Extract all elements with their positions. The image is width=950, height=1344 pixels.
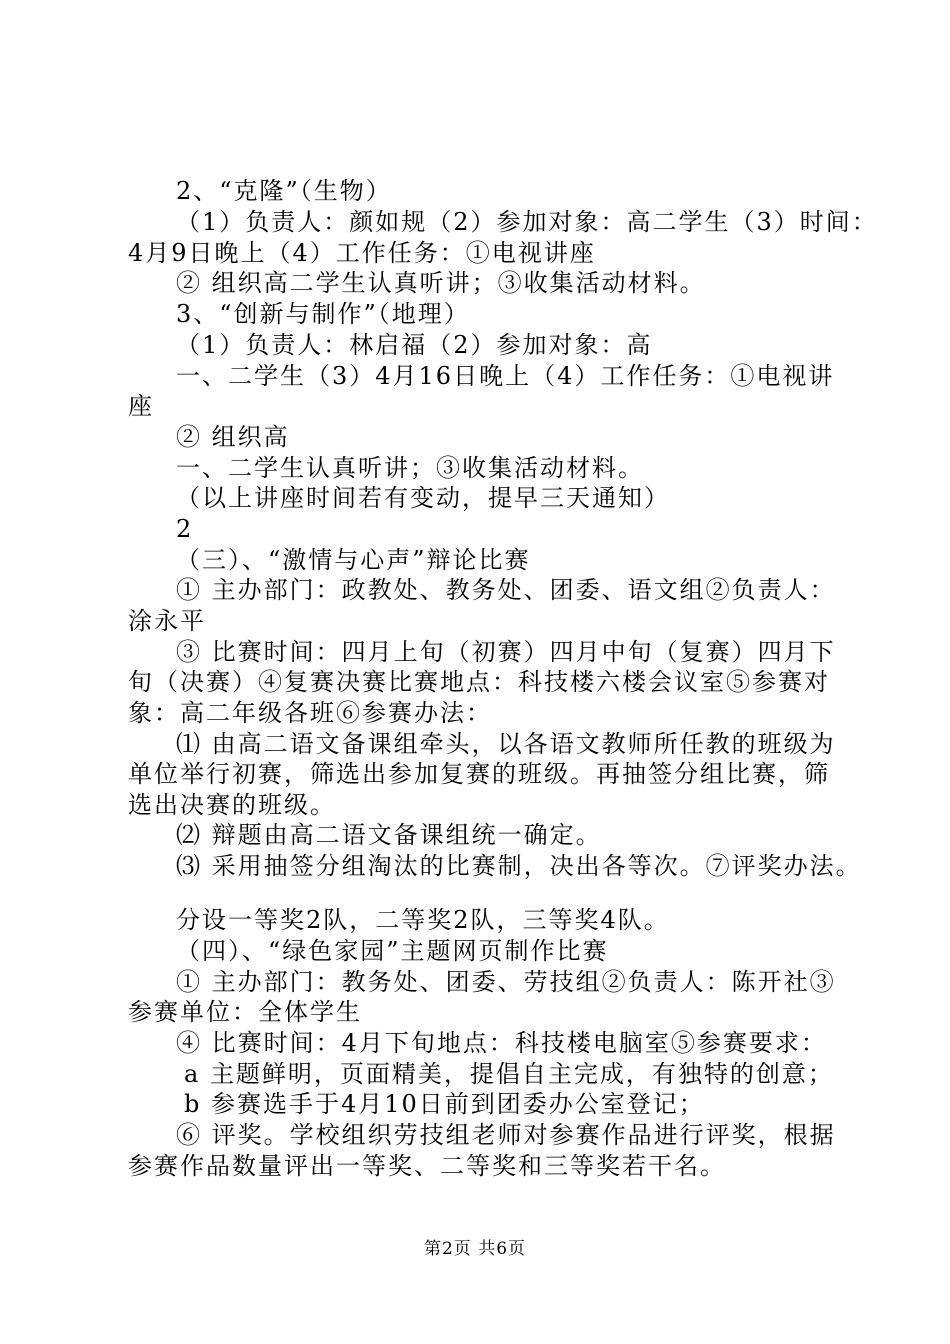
body-line: ② 组织高二学生认真听讲；③收集活动材料。: [176, 269, 706, 297]
page-number-footer: 第2页 共6页: [423, 1239, 527, 1259]
body-line: 一、二学生认真听讲；③收集活动材料。: [176, 454, 644, 482]
body-line: ⑥ 评奖。学校组织劳技组老师对参赛作品进行评奖，根据: [176, 1121, 836, 1149]
body-line: 4月9日晚上（4）工作任务：①电视讲座: [128, 239, 596, 267]
body-line: 参赛作品数量评出一等奖、二等奖和三等奖若干名。: [128, 1152, 726, 1180]
body-line: 象：高二年级各班⑥参赛办法：: [128, 699, 492, 727]
body-line: a 主题鲜明，页面精美，提倡自主完成，有独特的创意；: [184, 1060, 834, 1088]
body-line: ① 主办部门：教务处、团委、劳技组②负责人：陈开社③: [176, 968, 836, 996]
body-line: 分设一等奖2队，二等奖2队，三等奖4队。: [176, 906, 670, 934]
body-line: 旬（决赛）④复赛决赛比赛地点：科技楼六楼会议室⑤参赛对: [128, 668, 830, 696]
body-line: 参赛单位：全体学生: [128, 998, 362, 1026]
body-line: ⑵ 辩题由高二语文备课组统一确定。: [176, 821, 602, 849]
body-line: 一、二学生（3）4月16日晚上（4）工作任务：①电视讲: [176, 362, 835, 390]
section-heading-cloning: 2、“克隆”（生物）: [176, 177, 392, 205]
body-line: ② 组织高: [176, 423, 290, 451]
body-line: 选出决赛的班级。: [128, 791, 336, 819]
body-line: 2: [176, 515, 194, 543]
body-line: （1）负责人：颜如规（2）参加对象：高二学生（3）时间：: [176, 208, 878, 236]
section-heading-debate: （三）、“激情与心声”辩论比赛: [176, 546, 531, 574]
body-line: 单位举行初赛，筛选出参加复赛的班级。再抽签分组比赛，筛: [128, 760, 830, 788]
body-line: ④ 比赛时间：4月下旬地点：科技楼电脑室⑤参赛要求：: [176, 1029, 827, 1057]
body-line: b 参赛选手于4月10日前到团委办公室登记；: [184, 1090, 705, 1118]
body-line: ⑶ 采用抽签分组淘汰的比赛制，决出各等次。⑦评奖办法。: [176, 852, 862, 880]
section-heading-webpage: （四）、“绿色家园”主题网页制作比赛: [176, 937, 609, 965]
body-line: ① 主办部门：政教处、教务处、团委、语文组②负责人：: [176, 576, 836, 604]
body-line: 座: [128, 392, 154, 420]
body-line: ⑴ 由高二语文备课组牵头，以各语文教师所任教的班级为: [176, 730, 836, 758]
body-note: （以上讲座时间若有变动，提早三天通知）: [176, 484, 670, 512]
section-heading-innovation: 3、“创新与制作”（地理）: [176, 300, 470, 328]
body-line: ③ 比赛时间：四月上旬（初赛）四月中旬（复赛）四月下: [176, 638, 836, 666]
body-line: （1）负责人：林启福（2）参加对象：高: [176, 331, 653, 359]
body-line: 涂永平: [128, 607, 206, 635]
